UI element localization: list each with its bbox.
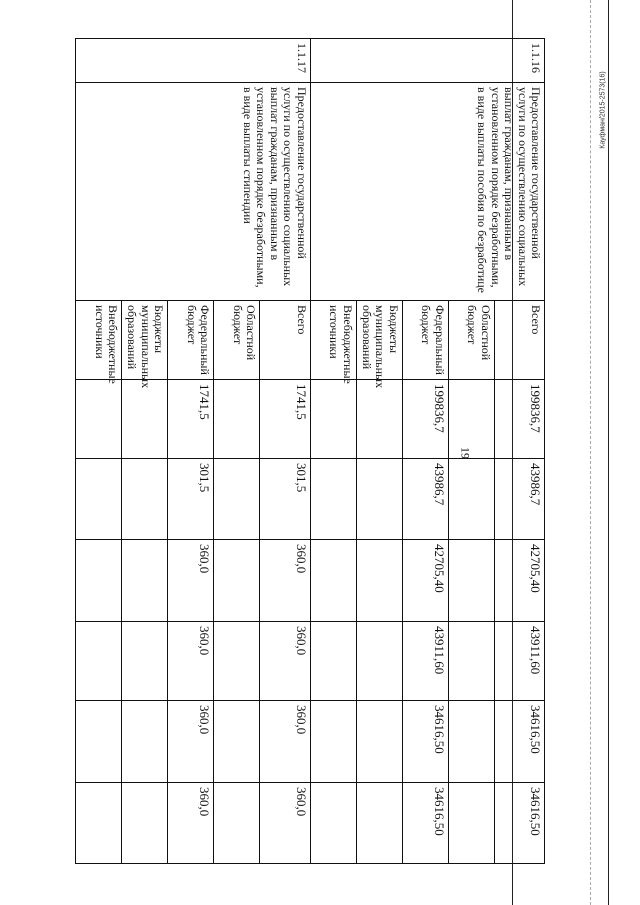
amount-cell: 360,0 xyxy=(168,622,214,701)
amount-cell xyxy=(448,622,494,701)
amount-cell xyxy=(122,622,168,701)
funding-source: Областной бюджет xyxy=(214,301,260,380)
budget-table-rotated xyxy=(75,38,545,863)
funding-source: Областной бюджет xyxy=(448,301,494,380)
amount-cell xyxy=(76,783,122,864)
amount-cell: 34616,50 xyxy=(402,783,448,864)
amount-cell xyxy=(448,540,494,622)
amount-cell xyxy=(214,540,260,622)
amount-cell: 301,5 xyxy=(168,459,214,540)
amount-cell xyxy=(122,783,168,864)
row-description: Предоставление государственной услуги по осуществлению социальных выплат гражданам, признанным в установленном порядке безработными, в виде выплаты пособия по безработице xyxy=(310,83,544,301)
amount-cell: 43911,60 xyxy=(402,622,448,701)
amount-cell xyxy=(448,459,494,540)
amount-cell xyxy=(448,380,494,459)
table-row xyxy=(260,39,310,864)
amount-cell: 34616,50 xyxy=(402,701,448,783)
funding-source: Внебюджетные источники xyxy=(76,301,122,380)
amount-cell: 360,0 xyxy=(168,540,214,622)
document-stamp: Кауфман/2015-2573(16) xyxy=(599,71,607,149)
table-row xyxy=(494,39,544,864)
amount-cell: 360,0 xyxy=(168,701,214,783)
amount-cell xyxy=(356,622,402,701)
amount-cell xyxy=(310,622,356,701)
funding-source: Всего xyxy=(494,301,544,380)
amount-cell: 199836,7 xyxy=(402,380,448,459)
amount-cell: 199836,7 xyxy=(494,380,544,459)
amount-cell xyxy=(448,783,494,864)
amount-cell xyxy=(76,622,122,701)
amount-cell: 1741,5 xyxy=(260,380,310,459)
amount-cell xyxy=(122,380,168,459)
amount-cell: 360,0 xyxy=(168,783,214,864)
row-description: Предоставление государственной услуги по осуществлению социальных выплат гражданам, признанным в установленном порядке безработными, в виде выплаты стипендии xyxy=(76,83,311,301)
page-number: 19 xyxy=(458,447,473,459)
amount-cell xyxy=(76,459,122,540)
funding-source: Бюджеты муниципальных образований xyxy=(122,301,168,380)
row-code: 1.1.16 xyxy=(310,39,544,83)
amount-cell xyxy=(310,380,356,459)
funding-source: Всего xyxy=(260,301,310,380)
amount-cell: 43986,7 xyxy=(494,459,544,540)
amount-cell xyxy=(214,701,260,783)
row-code: 1.1.17 xyxy=(76,39,311,83)
amount-cell: 42705,40 xyxy=(494,540,544,622)
amount-cell xyxy=(76,380,122,459)
amount-cell xyxy=(76,540,122,622)
amount-cell: 360,0 xyxy=(260,783,310,864)
amount-cell xyxy=(448,701,494,783)
amount-cell xyxy=(310,783,356,864)
funding-source: Федеральный бюджет xyxy=(168,301,214,380)
page-edge-line-right xyxy=(608,0,609,905)
amount-cell: 360,0 xyxy=(260,540,310,622)
table-body xyxy=(76,39,545,864)
amount-cell xyxy=(356,701,402,783)
funding-source: Бюджеты муниципальных образований xyxy=(356,301,402,380)
amount-cell xyxy=(76,701,122,783)
amount-cell xyxy=(214,459,260,540)
amount-cell xyxy=(214,622,260,701)
amount-cell: 43911,60 xyxy=(494,622,544,701)
amount-cell xyxy=(356,380,402,459)
amount-cell: 42705,40 xyxy=(402,540,448,622)
amount-cell: 360,0 xyxy=(260,701,310,783)
amount-cell: 43986,7 xyxy=(402,459,448,540)
funding-source: Внебюджетные источники xyxy=(310,301,356,380)
amount-cell: 301,5 xyxy=(260,459,310,540)
amount-cell xyxy=(356,540,402,622)
amount-cell xyxy=(356,459,402,540)
amount-cell xyxy=(122,540,168,622)
amount-cell: 360,0 xyxy=(260,622,310,701)
funding-source: Федеральный бюджет xyxy=(402,301,448,380)
amount-cell xyxy=(310,459,356,540)
budget-table xyxy=(75,38,545,864)
amount-cell xyxy=(214,783,260,864)
amount-cell xyxy=(122,459,168,540)
amount-cell: 34616,50 xyxy=(494,783,544,864)
amount-cell: 34616,50 xyxy=(494,701,544,783)
amount-cell xyxy=(310,540,356,622)
amount-cell xyxy=(310,701,356,783)
amount-cell xyxy=(356,783,402,864)
amount-cell: 1741,5 xyxy=(168,380,214,459)
amount-cell xyxy=(122,701,168,783)
page-fold-line xyxy=(590,0,591,905)
amount-cell xyxy=(214,380,260,459)
